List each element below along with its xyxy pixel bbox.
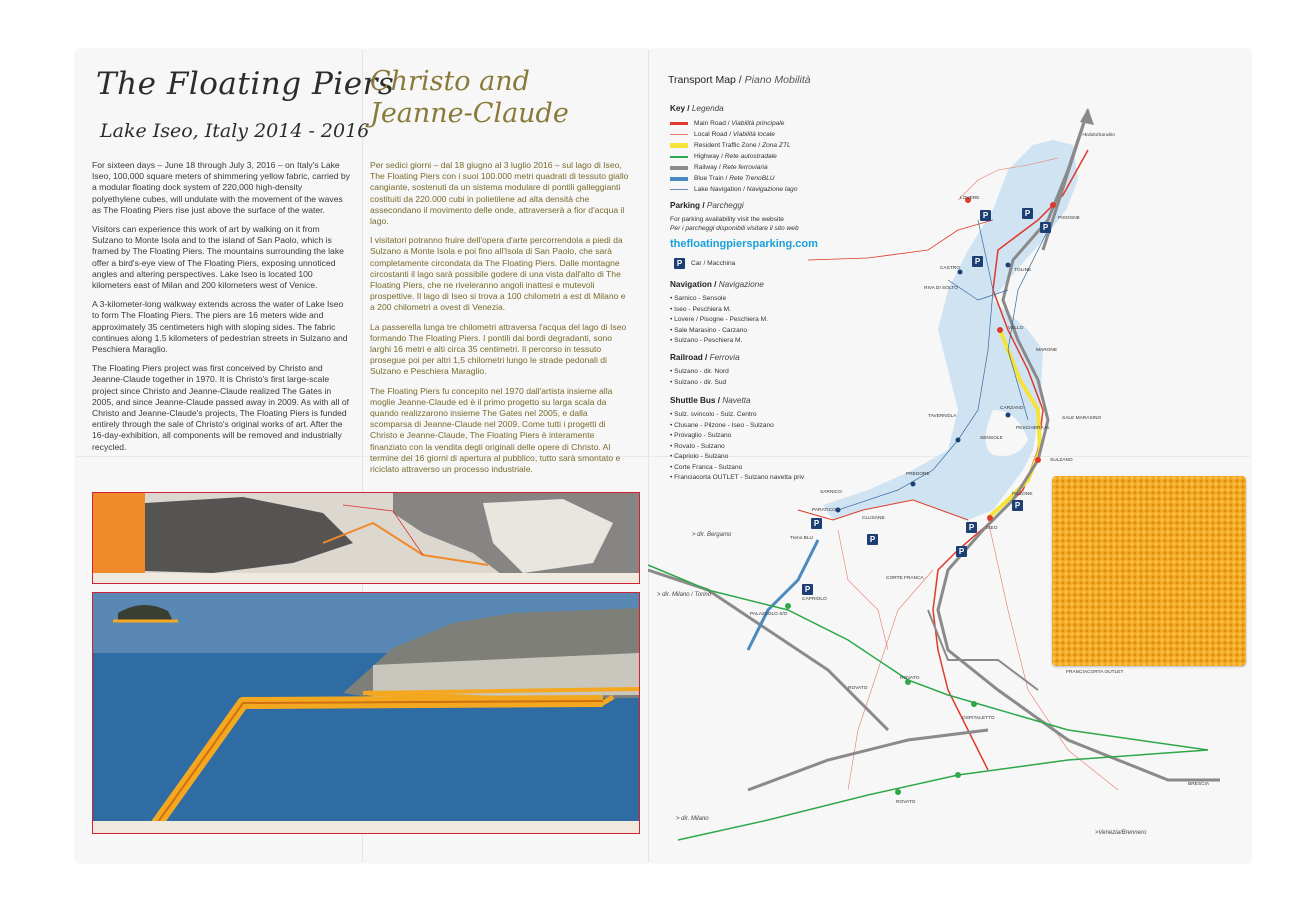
- artists-title-line: Christo and: [370, 66, 530, 97]
- it-paragraph: I visitatori potranno fruire dell'opera d'arte percorrendola a piedi da Sulzano a Monte Isola e poi fino all'Isola di San Paolo, che sarà completamente circondata da The Floating Piers. Dalle montagne circostanti il lago sarà possibile godere di una vista dall'alto di The Floating Piers, che ne riveleranno angoli inattesi e mutevoli prospettive. Il lago di Iseo si trova a 100 chilometri a est di Milano e a 200 chilometri a ovest di Venezia.: [370, 235, 626, 313]
- railroad-heading: Railroad / Ferrovia: [670, 353, 740, 362]
- direction-label: >Venezia/Brennero: [1095, 830, 1147, 836]
- place-label: CAPRIOLO: [802, 597, 827, 602]
- place-label: FRANCIACORTA OUTLET: [1066, 670, 1124, 675]
- blue-train-line: [748, 540, 818, 650]
- shuttle-title-it: Navetta: [722, 396, 751, 405]
- en-paragraph: For sixteen days – June 18 through July 3, 2016 – on Italy's Lake Iseo, 100,000 square meters of shimmering yellow fabric, carried by a modular floating dock system of 220,000 high-density polyethylene cubes, will undulate with the movement of the waves as The Floating Piers rise just above the surface of the water.: [92, 160, 350, 215]
- key-title-it: Legenda: [691, 104, 724, 113]
- brochure-subtitle: Lake Iseo, Italy 2014 - 2016: [100, 120, 370, 142]
- place-label: PESCHIERA M.: [1016, 426, 1051, 431]
- place-label: VELLO: [1008, 326, 1024, 331]
- map-title: Transport Map / Piano Mobilità: [668, 74, 811, 86]
- parking-heading: Parking / Parcheggi: [670, 201, 744, 210]
- place-label: LOVERE: [960, 196, 980, 201]
- highway-exit: [785, 603, 791, 609]
- parking-icon: P: [966, 522, 977, 533]
- key-label-it: Viabilità principale: [731, 120, 785, 127]
- list-item: • Capriolo - Sulzano: [670, 452, 804, 463]
- key-item: Highway / Rete autostradale: [670, 153, 777, 160]
- parking-icon: P: [802, 584, 813, 595]
- key-label-it: Viabilità locale: [732, 131, 775, 138]
- list-item: • Sulzano - dir. Sud: [670, 378, 729, 389]
- place-label: TAVERNOLA: [928, 414, 957, 419]
- en-paragraph: The Floating Piers project was first conceived by Christo and Jeanne-Claude together in 1970. It is Christo's first large-scale project since Christo and Jeanne-Claude realized The Gates in 2005, and since Jeanne-Claude passed away in 2009. As with all of Christo and Jeanne-Claude's projects, The Floating Piers is funded entirely through the sale of Christo's original works of art. After the 16-day-exhibition, all components will be removed and industrially recycled.: [92, 363, 350, 452]
- key-label: Lake Navigation: [694, 186, 742, 193]
- place-label: SENSOLE: [980, 436, 1003, 441]
- key-label: Main Road: [694, 120, 726, 127]
- place-label: CARZANO: [1000, 406, 1024, 411]
- list-item: • Iseo - Peschiera M.: [670, 305, 768, 316]
- place-label: PREDORE: [906, 472, 930, 477]
- key-label: Resident Traffic Zone: [694, 142, 757, 149]
- italian-text: [370, 160, 630, 483]
- parking-icon: P: [811, 518, 822, 529]
- key-label: Railway: [694, 164, 718, 171]
- parking-title-it: Parcheggi: [706, 201, 744, 210]
- place-label: CORTE FRANCA: [886, 576, 924, 581]
- place-label: >Edolo/Sondrio: [1082, 133, 1115, 138]
- list-item: • Sarnico - Sensole: [670, 294, 768, 305]
- stop-dot: [987, 515, 993, 521]
- piers-collage-drawing: [93, 593, 639, 833]
- place-label: ROVATO: [900, 676, 920, 681]
- key-item: Main Road / Viabilità principale: [670, 120, 784, 127]
- parking-icon: P: [956, 546, 967, 557]
- car-label: Car / Macchina: [691, 260, 736, 267]
- stop-dot: [1035, 457, 1041, 463]
- key-item: Resident Traffic Zone / Zona ZTL: [670, 142, 791, 149]
- list-item: • Lovere / Pisogne - Peschiera M.: [670, 315, 768, 326]
- key-label-it: Rete autostradale: [724, 153, 777, 160]
- key-label: Blue Train: [694, 175, 724, 182]
- key-label-it: Navigazione lago: [746, 186, 798, 193]
- navigation-heading: Navigation / Navigazione: [670, 280, 764, 289]
- key-item: Blue Train / Rete TrenoBLU: [670, 175, 775, 182]
- local-road: [838, 530, 888, 650]
- list-item: • Sale Marasino - Carzano: [670, 326, 768, 337]
- place-label: BRESCIA: [1188, 782, 1210, 787]
- place-label: ROVATO: [896, 800, 916, 805]
- place-label: ROVATO: [848, 686, 868, 691]
- place-label: TOLINE: [1014, 268, 1032, 273]
- key-title: Key: [670, 104, 686, 113]
- place-label: CASTRO: [940, 266, 960, 271]
- list-item: • Franciacorta OUTLET - Sulzano navetta priv: [670, 473, 804, 484]
- navigation-title: Navigation: [670, 280, 712, 289]
- place-label: PALAZZOLO S/O: [750, 612, 788, 617]
- list-item: • Sulzano - Peschiera M.: [670, 336, 768, 347]
- place-label: RIVA DI SOLTO: [924, 286, 958, 291]
- direction-label: > dir. Bergamo: [692, 532, 732, 538]
- north-arrow-icon: [1080, 108, 1094, 125]
- main-road: [808, 220, 993, 260]
- list-item: • Rovato - Sulzano: [670, 442, 804, 453]
- map-title-it: Piano Mobilità: [744, 74, 811, 86]
- place-label: PISOGNE: [1058, 216, 1080, 221]
- it-paragraph: The Floating Piers fu concepito nel 1970 dall'artista insieme alla moglie Jeanne-Claude ed è il primo progetto su larga scala da quando realizzarono insieme The Gates nel 2005, e dalla scomparsa di Jeanne-Claude nel 2009. Come tutti i progetti di Christo e Jeanne-Claude, The Floating Piers è interamente finanziato con la vendita degli originali delle opere di Christo. Al termine dei 16 giorni di apertura al pubblico, tutto sarà smontato e riciclato attraverso un processo industriale.: [370, 385, 621, 475]
- artists-title: [370, 66, 569, 130]
- direction-label: > dir. Milano / Torino: [657, 592, 712, 598]
- map-title-en: Transport Map: [668, 74, 736, 86]
- artists-title-line: Jeanne-Claude: [370, 98, 569, 129]
- it-paragraph: La passerella lunga tre chilometri attraversa l'acqua del lago di Iseo formando The Floating Piers. I pontili dai bordi degradanti, sono larghi 16 metri e alti circa 35 centimetri. Il percorso in tessuto prosegue poi per altri 1,5 chilometri lungo le strade pedonali di Sulzano e Peschiera Maraglio.: [370, 321, 627, 377]
- direction-label: > dir. Milano: [676, 816, 709, 822]
- en-paragraph: A 3-kilometer-long walkway extends across the water of Lake Iseo to form The Floating Piers. The piers are 16 meters wide and approximately 35 centimeters high with sloping sides. The fabric continues along 1.5 kilometers of pedestrian streets in Sulzano and Peschiera Maraglio.: [92, 299, 348, 355]
- parking-title: Parking: [670, 201, 701, 210]
- parking-icon: P: [867, 534, 878, 545]
- place-label: MARONE: [1036, 348, 1058, 353]
- place-label: Treno BLU: [790, 536, 814, 541]
- list-item: • Provaglio - Sulzano: [670, 431, 804, 442]
- brochure-title: The Floating Piers: [96, 66, 395, 102]
- key-label-it: Rete TrenoBLU: [729, 175, 775, 182]
- en-paragraph: Visitors can experience this work of art by walking on it from Sulzano to Monte Isola and to the island of San Paolo, which is framed by The Floating Piers. The mountains surrounding the lake offer a bird's-eye view of The Floating Piers, exposing unnoticed angles and altering perspectives. Lake Iseo is located 100 kilometers east of Milan and 200 kilometers west of Venice.: [92, 224, 344, 291]
- local-road: [848, 570, 933, 790]
- parking-icon: P: [972, 256, 983, 267]
- place-label: ISEO: [986, 526, 998, 531]
- parking-icon: P: [1012, 500, 1023, 511]
- parking-icon: P: [674, 258, 685, 269]
- navigation-title-it: Navigazione: [718, 280, 764, 289]
- parking-website-link[interactable]: thefloatingpiersparking.com: [670, 238, 818, 250]
- artwork-piers-collage: [92, 592, 640, 834]
- highway-exit: [895, 789, 901, 795]
- key-heading: Key / Legenda: [670, 104, 724, 113]
- english-text: [92, 160, 350, 461]
- list-item: • Sulzano - dir. Nord: [670, 367, 729, 378]
- yellow-fabric-sample: [1052, 476, 1246, 666]
- railway-line: [748, 730, 988, 790]
- highway-exit: [971, 701, 977, 707]
- parking-icon: P: [1040, 222, 1051, 233]
- place-label: SARNICO: [820, 490, 842, 495]
- railroad-title: Railroad: [670, 353, 703, 362]
- list-item: • Sulz. svincolo - Sulz. Centro: [670, 410, 804, 421]
- list-item: • Clusane - Pilzone - Iseo - Sulzano: [670, 421, 804, 432]
- stop-dot: [1006, 413, 1011, 418]
- parking-text-it: Per i parcheggi disponibili visitare il sito web: [670, 224, 799, 232]
- key-item: Railway / Rete ferroviaria: [670, 164, 768, 171]
- key-item: Lake Navigation / Navigazione lago: [670, 186, 797, 193]
- place-label: OSPITALETTO: [962, 716, 995, 721]
- place-label: SULZANO: [1050, 458, 1073, 463]
- place-label: PARATICO: [812, 508, 836, 513]
- key-label: Local Road: [694, 131, 728, 138]
- highway-exit: [955, 772, 961, 778]
- stop-dot: [836, 508, 841, 513]
- sketch-map-drawing: [93, 493, 639, 583]
- transport-map: [648, 50, 1248, 862]
- parking-icon: P: [980, 210, 991, 221]
- key-item: Local Road / Viabilità locale: [670, 131, 775, 138]
- it-paragraph: Per sedici giorni – dal 18 giugno al 3 luglio 2016 – sul lago di Iseo, The Floating Piers con i suoi 100.000 metri quadrati di tessuto giallo cangiante, sostenuti da un sistema modulare di pontili galleggianti costituiti da 220.000 cubi in polietilene ad alta densità che assecondano il movimento delle onde, attraverserà a fior d'acqua il lago.: [370, 160, 629, 227]
- place-label: CLUSANE: [862, 516, 885, 521]
- parking-icon: P: [1022, 208, 1033, 219]
- stop-dot: [1006, 263, 1011, 268]
- stop-dot: [911, 482, 916, 487]
- place-label: PILZONE: [1012, 492, 1033, 497]
- stop-dot: [1050, 202, 1056, 208]
- shuttle-title: Shuttle Bus: [670, 396, 716, 405]
- railroad-title-it: Ferrovia: [709, 353, 740, 362]
- key-label-it: Zona ZTL: [762, 142, 791, 149]
- lake-iseo: [823, 140, 1078, 520]
- place-label: SALE MARASINO: [1062, 416, 1102, 421]
- artwork-sketch-map: [92, 492, 640, 584]
- key-label: Highway: [694, 153, 720, 160]
- stop-dot: [997, 327, 1003, 333]
- shuttle-heading: Shuttle Bus / Navetta: [670, 396, 751, 405]
- key-label-it: Rete ferroviaria: [722, 164, 768, 171]
- list-item: • Corte Franca - Sulzano: [670, 463, 804, 474]
- parking-text-en: For parking availability visit the website: [670, 216, 784, 223]
- stop-dot: [956, 438, 961, 443]
